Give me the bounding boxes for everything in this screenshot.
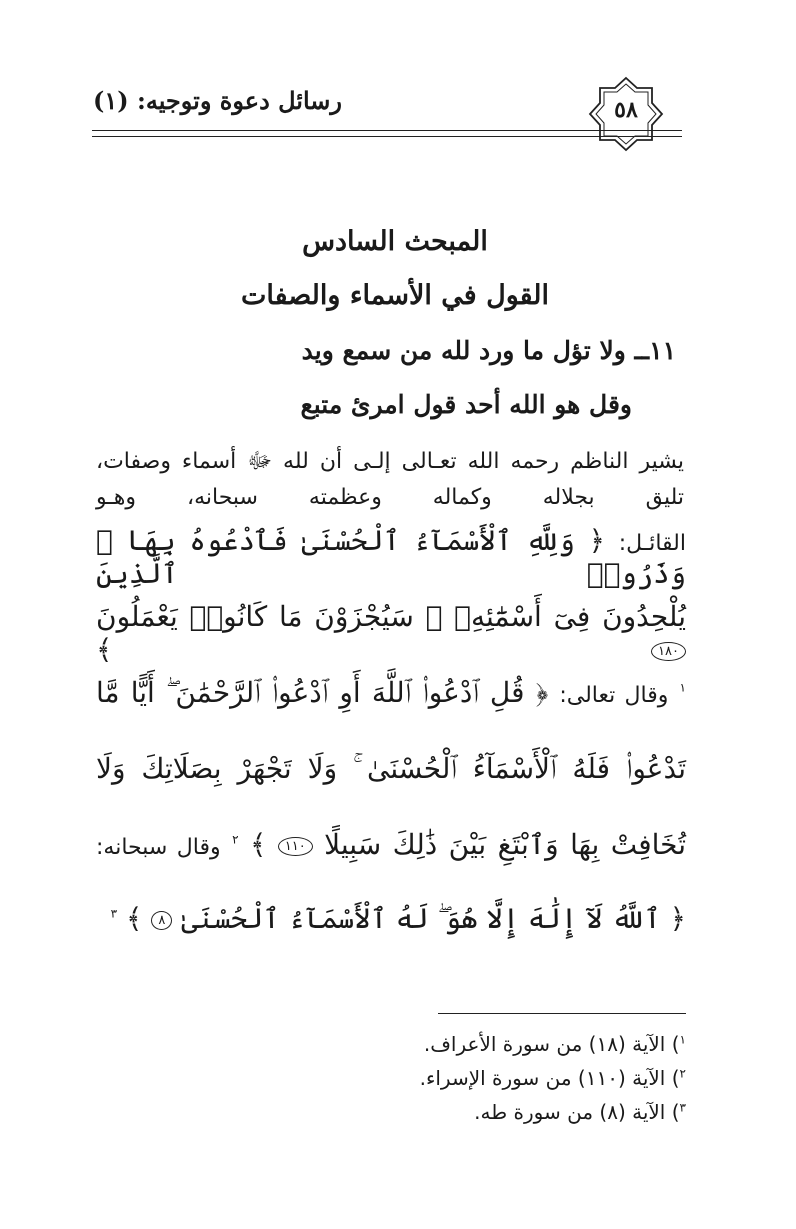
section-label: المبحث السادس: [302, 226, 488, 257]
quran-line-6: [96, 902, 686, 936]
footnote-text: الآية (٨) من سورة طه.: [474, 1100, 666, 1124]
quote-intro-1: القائـل:: [618, 531, 686, 556]
quran-line-2: [96, 600, 686, 666]
footnote-ref-2: ٢: [232, 832, 239, 847]
quran-line-3: [96, 676, 686, 710]
footnote-mark: ١: [679, 1032, 686, 1047]
quran-text-3: ﴿ ٱللَّهُ لَآ إِلَٰهَ إِلَّا هُوَ ۖ لَهُ ٱلْأَسْمَآءُ ٱلْحُسْنَىٰ: [181, 902, 686, 935]
footnote-1: $^١$) الآية (١٨) من سورة الأعراف.: [423, 1032, 686, 1056]
footnote-2: $^٢$) الآية (١١٠) من سورة الإسراء.: [419, 1066, 686, 1090]
footnote-separator: [438, 1013, 686, 1014]
poem-verse-2: وقل هو الله أحد قول امرئ متبع: [300, 390, 632, 419]
quran-text-2c: تُخَافِتْ بِهَا وَٱبْتَغِ بَيْنَ ذَٰلِكَ سَبِيلًا: [324, 828, 686, 861]
commentary-paragraph: يشير الناظم رحمه الله تعـالى إلـى أن لله ﷻ أسماء وصفات، تليق بجلاله وكماله وعظمته سبحانه، وهـو: [96, 449, 684, 510]
quran-line-1: [96, 524, 686, 590]
quote-intro-3: وقال سبحانه:: [96, 835, 221, 860]
section-title: القول في الأسماء والصفات: [240, 280, 550, 311]
footnote-ref-3: ٣: [110, 906, 118, 921]
quran-close-bracket-2: ﴾: [249, 828, 267, 861]
footnote-3: $^٣$) الآية (٨) من سورة طه.: [474, 1100, 686, 1124]
quran-text-1b: يُلْحِدُونَ فِىٓ أَسْمَٰٓئِهِۦ ۚ سَيُجْزَوْنَ مَا كَانُوا۟ يَعْمَلُونَ: [96, 600, 686, 633]
ayah-number-marker: ١١٠: [278, 837, 313, 856]
footnote-mark: ٢: [679, 1066, 686, 1081]
quran-close-bracket-1: ﴾: [96, 633, 113, 666]
quran-line-4: [96, 752, 686, 786]
footnote-ref-1: ١: [679, 680, 686, 695]
footnote-text: الآية (١٨) من سورة الأعراف.: [423, 1032, 666, 1056]
quran-close-bracket-3: ﴾: [126, 902, 143, 935]
footnote-mark: ٣: [679, 1100, 686, 1115]
running-title: رسائل دعوة وتوجيه: (١): [93, 86, 342, 115]
quran-text-2b: تَدْعُوا۟ فَلَهُ ٱلْأَسْمَآءُ ٱلْحُسْنَىٰ ۚ وَلَا تَجْهَرْ بِصَلَاتِكَ وَلَا: [96, 752, 686, 785]
footnote-text: الآية (١١٠) من سورة الإسراء.: [419, 1066, 666, 1090]
quran-text-1a: ﴿ وَلِلَّهِ ٱلْأَسْمَآءُ ٱلْحُسْنَىٰ فَٱدْعُوهُ بِهَا ۖ وَذَرُوا۟ ٱلَّذِينَ: [96, 524, 686, 590]
poem-verse-1: ١١ــ ولا تؤل ما ورد لله من سمع ويد: [301, 336, 676, 365]
header-rule-secondary: [92, 136, 682, 137]
header-rule: [92, 130, 682, 131]
ayah-number-marker: ٨: [151, 911, 172, 930]
quran-text-2a: ﴿ قُلِ ٱدْعُوا۟ ٱللَّهَ أَوِ ٱدْعُوا۟ ٱلرَّحْمَٰنَ ۖ أَيًّا مَّا: [96, 676, 549, 709]
ayah-number-marker: ١٨٠: [651, 642, 686, 661]
quote-intro-2: وقال تعالى:: [559, 683, 669, 708]
quran-line-5: [96, 828, 686, 861]
page-number: ٥٨: [614, 97, 638, 123]
